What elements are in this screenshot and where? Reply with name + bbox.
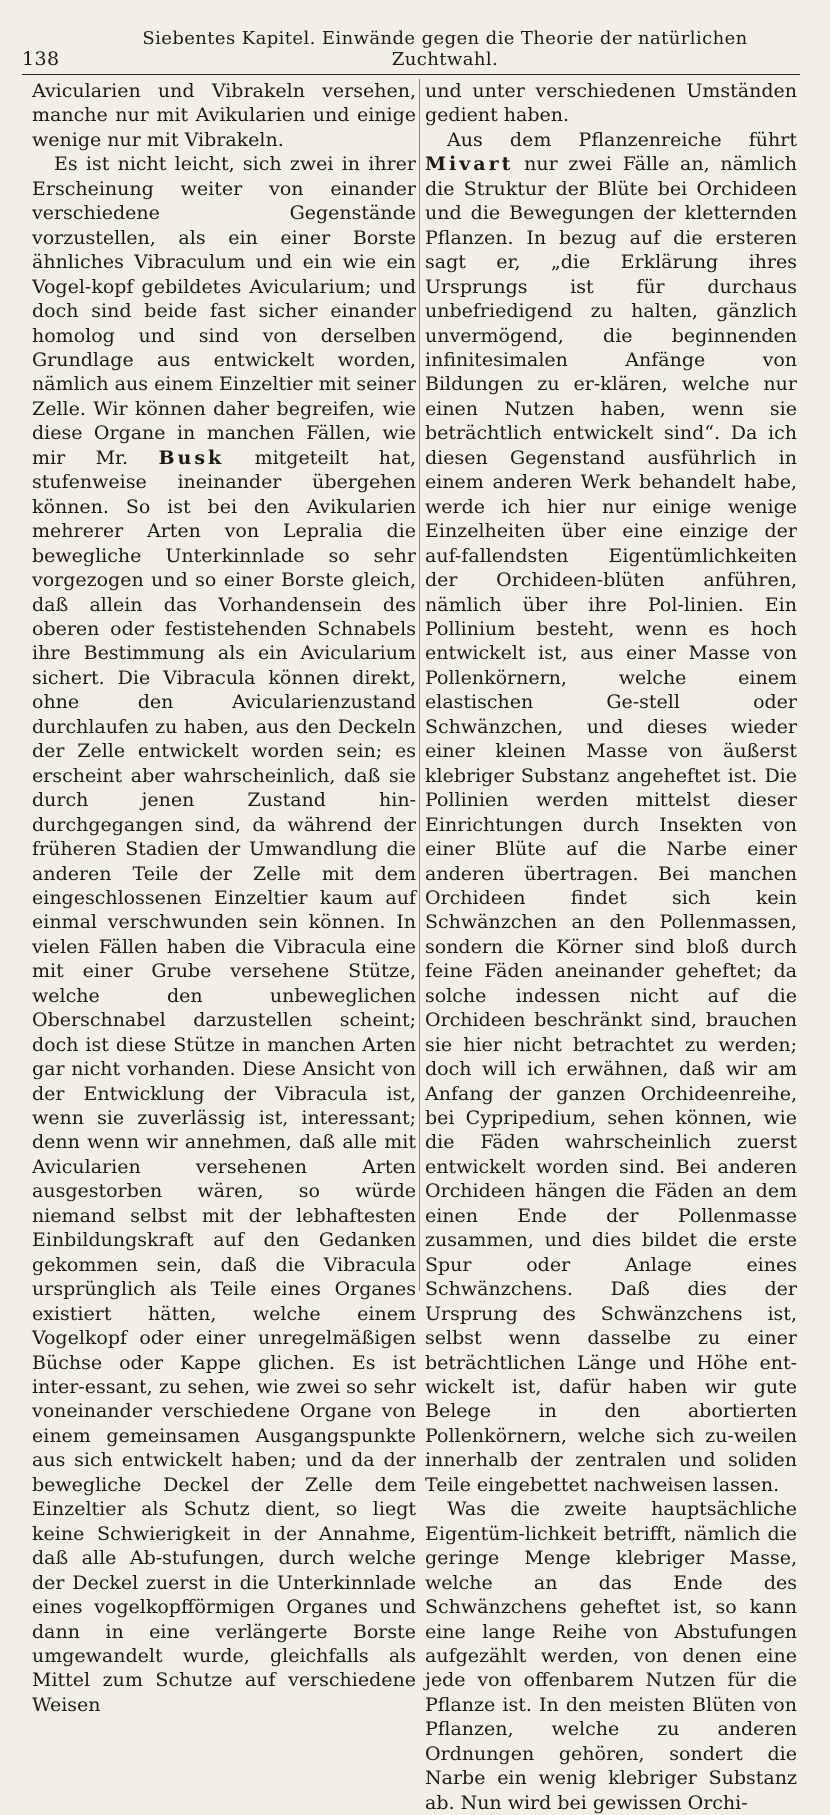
paragraph-text: Es ist nicht leicht, sich zwei in ihrer Erscheinung weiter von einander verschiedene Gegenstände vorzustellen, als ein einer Borste ähnliches Vibraculum und ein wie ein Vogel-kopf gebildetes Avicularium; und doch sind beide fast sicher einander homolog und sind von derselben Grundlage aus entwickelt worden, nämlich aus einem Einzeltier mit seiner Zelle. Wir können daher begreifen, wie diese Organe in manchen Fällen, wie mir Mr. (32, 153, 416, 469)
spaced-name: Mivart (425, 153, 514, 176)
column-divider (419, 79, 420, 1291)
paragraph (32, 152, 416, 1717)
paragraph (425, 128, 797, 1497)
paragraph-text: mitgeteilt hat, stufenweise ineinander übergehen können. So ist bei den Avikularien mehrerer Arten von Lepralia die bewegliche Unterkinnlade so sehr vorgezogen und so einer Borste gleich, daß allein das Vorhandensein des oberen oder festistehenden Schnabels ihre Bestimmung als ein Avicularium sichert. Die Vibracula können direkt, ohne den Avicularienzustand durchlaufen zu haben, aus den Deckeln der Zelle entwickelt worden sein; es erscheint aber wahrscheinlich, daß sie durch jenen Zustand hin-durchgegangen sind, da während der früheren Stadien der Umwandlung die anderen Teile der Zelle mit dem eingeschlossenen Einzeltier kaum auf einmal verschwunden sein können. In vielen Fällen haben die Vibracula eine mit einer Grube versehene Stütze, welche den unbeweglichen Oberschnabel darzustellen scheint; doch ist diese Stütze in manchen Arten gar nicht vorhanden. Diese Ansicht von der Entwicklung der Vibracula ist, wenn sie zuverlässig ist, interessant; denn wenn wir annehmen, daß alle mit Avicularien versehenen Arten ausgestorben wären, so würde niemand selbst mit der lebhaftesten Einbildungskraft auf den Gedanken gekommen sein, daß die Vibracula ursprünglich als Teile eines Organes existiert hätten, welche einem Vogelkopf oder einer unregelmäßigen Büchse oder Kappe glichen. Es ist inter-essant, zu sehen, wie zwei so sehr voneinander verschiedene Organe von einem gemeinsamen Ausgangspunkte aus sich entwickelt haben; und da der bewegliche Deckel der Zelle dem Einzeltier als Schutz dient, so liegt keine Schwierigkeit in der Annahme, daß alle Ab-stufungen, durch welche der Deckel zuerst in die Unterkinnlade eines vogelkopfförmigen Organes und dann in eine verlängerte Borste umgewandelt wurde, gleichfalls als Mittel zum Schutze auf verschiedene Weisen (32, 446, 417, 1716)
running-title: Siebentes Kapitel. Einwände gegen die Theorie der natürlichen Zuchtwahl. (142, 28, 748, 70)
page-header (22, 30, 800, 75)
paragraph: und unter verschiedenen Umständen gedient haben. (425, 80, 797, 127)
left-column (32, 79, 417, 1716)
right-column (425, 79, 797, 1814)
paragraph: Was die zweite hauptsächliche Eigentüm-lichkeit betrifft, nämlich die geringe Menge klebriger Masse, welche an das Ende des Schwänzchens geheftet ist, so kann eine lange Reihe von Abstufungen aufgezählt werden, von denen eine jede von offenbarem Nutzen für die Pflanze ist. In den meisten Blüten von Pflanzen, welche zu anderen Ordnungen gehören, sondert die Narbe ein wenig klebriger Substanz ab. Nun wird bei gewissen Orchi- (425, 1498, 797, 1814)
paragraph: Avicularien und Vibrakeln versehen, manche nur mit Avikularien und einige wenige nur mit Vibrakeln. (32, 80, 416, 151)
page-number: 138 (22, 48, 60, 70)
paragraph-text: Aus dem Pflanzenreiche führt (447, 128, 797, 151)
spaced-name: Busk (158, 446, 225, 469)
paragraph-text: nur zwei Fälle an, nämlich die Struktur der Blüte bei Orchideen und die Bewegungen der kletternden Pflanzen. In bezug auf die ersteren sagt er, „die Erklärung ihres Ursprungs ist für durchaus unbefriedigend zu halten, gänzlich unvermögend, die beginnenden infinitesimalen Anfänge von Bildungen zu er-klären, welche nur einen Nutzen haben, wenn sie beträchtlich entwickelt sind“. Da ich diesen Gegenstand ausführlich in einem anderen Werk behandelt habe, werde ich hier nur einige wenige Einzelheiten über eine einzige der auf-fallendsten Eigentümlichkeiten der Orchideen-blüten anführen, nämlich über ihre Pol-linien. Ein Pollinium besteht, wenn es hoch entwickelt ist, aus einer Masse von Pollenkörnern, welche einem elastischen Ge-stell oder Schwänzchen, und dieses wieder einer kleinen Masse von äußerst klebriger Substanz angeheftet ist. Die Pollinien werden mittelst dieser Einrichtungen durch Insekten von einer Blüte auf die Narbe einer anderen übertragen. Bei manchen Orchideen findet sich kein Schwänzchen an den Pollenmassen, sondern die Körner sind bloß durch feine Fäden aneinander geheftet; da solche indessen nicht auf die Orchideen beschränkt sind, brauchen sie hier nicht betrachtet zu werden; doch will ich erwähnen, daß wir am Anfang der ganzen Orchideenreihe, bei Cypripedium, sehen können, wie die Fäden wahrscheinlich zuerst entwickelt worden sind. Bei anderen Orchideen hängen die Fäden an dem einen Ende der Pollenmasse zusammen, und dies bildet die erste Spur oder Anlage eines Schwänzchens. Daß dies der Ursprung des Schwänzchens ist, selbst wenn dasselbe zu einer beträchtlichen Länge und Höhe ent-wickelt ist, dafür haben wir gute Belege in den abortierten Pollenkörnern, welche sich zu-weilen innerhalb der zentralen und soliden Teile eingebettet nachweisen lassen. (425, 153, 797, 1496)
